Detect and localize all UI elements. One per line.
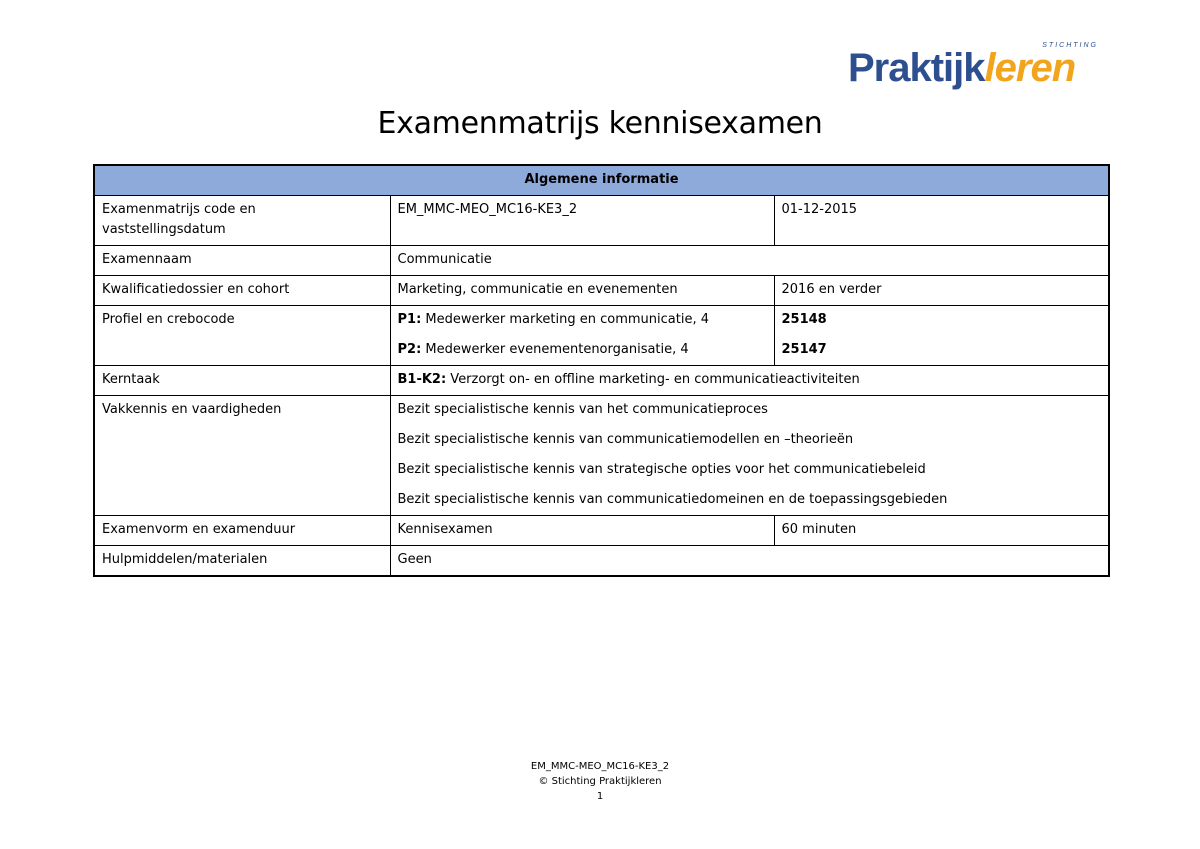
row-label: Examenmatrijs code en vaststellingsdatum bbox=[94, 196, 390, 246]
crebocode-p2: 25147 bbox=[781, 342, 827, 357]
row-label: Kwalificatiedossier en cohort bbox=[94, 276, 390, 306]
table-row bbox=[94, 276, 1109, 306]
table-row bbox=[94, 546, 1109, 577]
table-row bbox=[94, 516, 1109, 546]
table-row bbox=[94, 366, 1109, 396]
vakkennis-list bbox=[390, 396, 1109, 516]
vakkennis-item: Bezit specialistische kennis van het communicatieproces bbox=[397, 402, 768, 417]
table-header: Algemene informatie bbox=[94, 165, 1109, 196]
footer-copyright: © Stichting Praktijkleren bbox=[538, 776, 662, 787]
profiel-p1-prefix: P1: bbox=[397, 312, 422, 327]
profiel-p2-prefix: P2: bbox=[397, 342, 422, 357]
crebocode-p1: 25148 bbox=[781, 312, 827, 327]
vakkennis-item: Bezit specialistische kennis van communicatiedomeinen en de toepassingsgebieden bbox=[397, 492, 948, 507]
page-title: Examenmatrijs kennisexamen bbox=[377, 106, 823, 141]
table-row bbox=[94, 196, 1109, 246]
cohort: 2016 en verder bbox=[774, 276, 1109, 306]
logo-subtitle: STICHTING bbox=[1042, 42, 1098, 49]
vaststellingsdatum: 01-12-2015 bbox=[774, 196, 1109, 246]
page-number: 1 bbox=[596, 791, 604, 802]
praktijkleren-logo bbox=[848, 42, 1100, 94]
crebocode-list bbox=[774, 306, 1109, 366]
row-label: Profiel en crebocode bbox=[94, 306, 390, 366]
logo-part-1: Praktijk bbox=[848, 46, 985, 90]
examennaam: Communicatie bbox=[390, 246, 1109, 276]
profiel-p2 bbox=[398, 340, 767, 360]
profiel-p2-text: Medewerker evenementenorganisatie, 4 bbox=[421, 342, 689, 357]
row-label: Vakkennis en vaardigheden bbox=[94, 396, 390, 516]
examenduur: 60 minuten bbox=[774, 516, 1109, 546]
footer-code: EM_MMC-MEO_MC16-KE3_2 bbox=[530, 761, 670, 772]
profiel-list bbox=[390, 306, 774, 366]
logo-part-2: leren bbox=[984, 46, 1076, 90]
row-label: Hulpmiddelen/materialen bbox=[94, 546, 390, 577]
table-row bbox=[94, 306, 1109, 366]
examenvorm: Kennisexamen bbox=[390, 516, 774, 546]
row-label: Examennaam bbox=[94, 246, 390, 276]
profiel-p1-text: Medewerker marketing en communicatie, 4 bbox=[421, 312, 710, 327]
kerntaak-text: Verzorgt on- en offline marketing- en communicatieactiviteiten bbox=[446, 372, 860, 387]
page-footer bbox=[0, 759, 1200, 804]
table-row bbox=[94, 246, 1109, 276]
row-label: Kerntaak bbox=[94, 366, 390, 396]
exam-matrix-table bbox=[93, 164, 1110, 577]
kerntaak bbox=[390, 366, 1109, 396]
table-header-row bbox=[94, 165, 1109, 196]
table-row bbox=[94, 396, 1109, 516]
vakkennis-item: Bezit specialistische kennis van strategische opties voor het communicatiebeleid bbox=[397, 462, 926, 477]
row-label: Examenvorm en examenduur bbox=[94, 516, 390, 546]
logo-wordmark bbox=[848, 46, 1075, 90]
kerntaak-prefix: B1-K2: bbox=[397, 372, 447, 387]
matrix-code: EM_MMC-MEO_MC16-KE3_2 bbox=[390, 196, 774, 246]
profiel-p1 bbox=[398, 310, 767, 330]
vakkennis-item: Bezit specialistische kennis van communicatiemodellen en –theorieën bbox=[397, 432, 854, 447]
kwalificatiedossier: Marketing, communicatie en evenementen bbox=[390, 276, 774, 306]
hulpmiddelen: Geen bbox=[390, 546, 1109, 577]
